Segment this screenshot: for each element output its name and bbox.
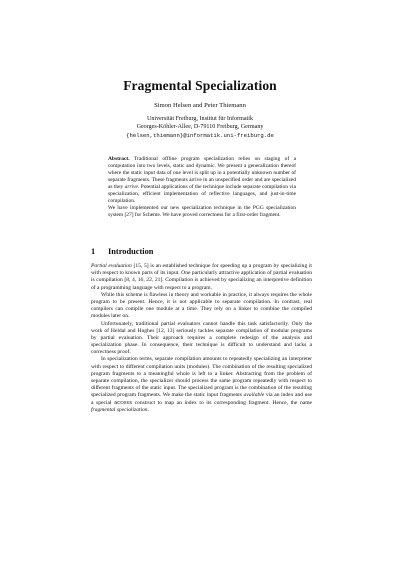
introduction-body [91,263,312,414]
abstract-paragraph-2: We have implemented our new specialization technique in the PGG specialization system [27] for Scheme. We have proved correctness for a first-order fragment. [108,205,296,219]
body-paragraph-3: Unfortunately, traditional partial evaluators cannot handle this task satisfactorily. Only the work of Heldal and Hughes [12, 13] seriously tackles separate compilation of modular programs by partial evaluation. Their approach requires a complete redesign of the analysis and specialization phase. In consequence, their technique is difficult to understand and lacks a correctness proof. [91,320,312,356]
section-heading-introduction [91,247,153,256]
section-title: Introduction [108,247,154,256]
term-available: available [243,392,265,399]
affiliation-institute: Universität Freiburg, Institut für Informatik [146,116,253,122]
paper-title: Fragmental Specialization [123,78,277,93]
body-paragraph-2: While this scheme is flawless in theory and workable in practice, it always requires the whole program to be present. Hence, it is not applicable to separate compilation. In contrast, real compilers can compile one module at a time. They rely on a linker to combine the compiled modules later on. [91,291,312,320]
author-email: {helsen,thiemann}@informatik.uni-freiburg.de [126,131,274,139]
author-names: Simon Helsen and Peter Thiemann [154,102,246,109]
body-paragraph-1: Partial evaluation [15, 5] is an established technique for speeding up a program by specializing it with respect to known parts of its input. One particularly attractive application of partial evaluation is compilation [8, 4, 16, 22, 21]. Compilation is achieved by specializing an interpretive definition of a programming language with respect to a program. [91,263,312,291]
body-paragraph-4: In specialization terms, separate compilation amounts to repeatedly specializing an interpreter with respect to different compilation units (modules). The combination of the resulting specialized program fragments to a meaningful whole is left to a linker. Abstracting from the problem of separate compilation, the specializer should process the same program repeatedly with respect to different fragments of the static input. The specialized program is the combination of the resulting specialized program fragments. We make the static input fragments available via an index and use a special access construct to map an index to its corresponding fragment. Hence, the name fragmental specialization. [91,356,313,413]
code-access: access [114,399,133,406]
abstract [108,156,296,219]
section-number: 1 [91,247,96,256]
affiliation-block [0,116,400,140]
abstract-label: Abstract. [108,156,130,162]
abstract-emphasis: arrive [124,184,138,191]
term-fragmental-specialization: fragmental specialization [91,406,148,413]
term-partial-evaluation: Partial evaluation [91,263,132,269]
affiliation-address: Georges-Köhler-Allee, D-79110 Freiburg, Germany [136,123,264,130]
abstract-paragraph-1: Abstract. Traditional offline program specialization relies on staging of a computation into two levels, static and dynamic. We present a generalization thereof where the static input data of one level is split up in a potentially unknown number of separate fragments. These fragments arrive in an unspecified order and are specialized as they arrive. Potential applications of the technique include separate compilation via specialization, efficient implementation of reflective languages, and just-in-time compilation. [108,156,296,205]
